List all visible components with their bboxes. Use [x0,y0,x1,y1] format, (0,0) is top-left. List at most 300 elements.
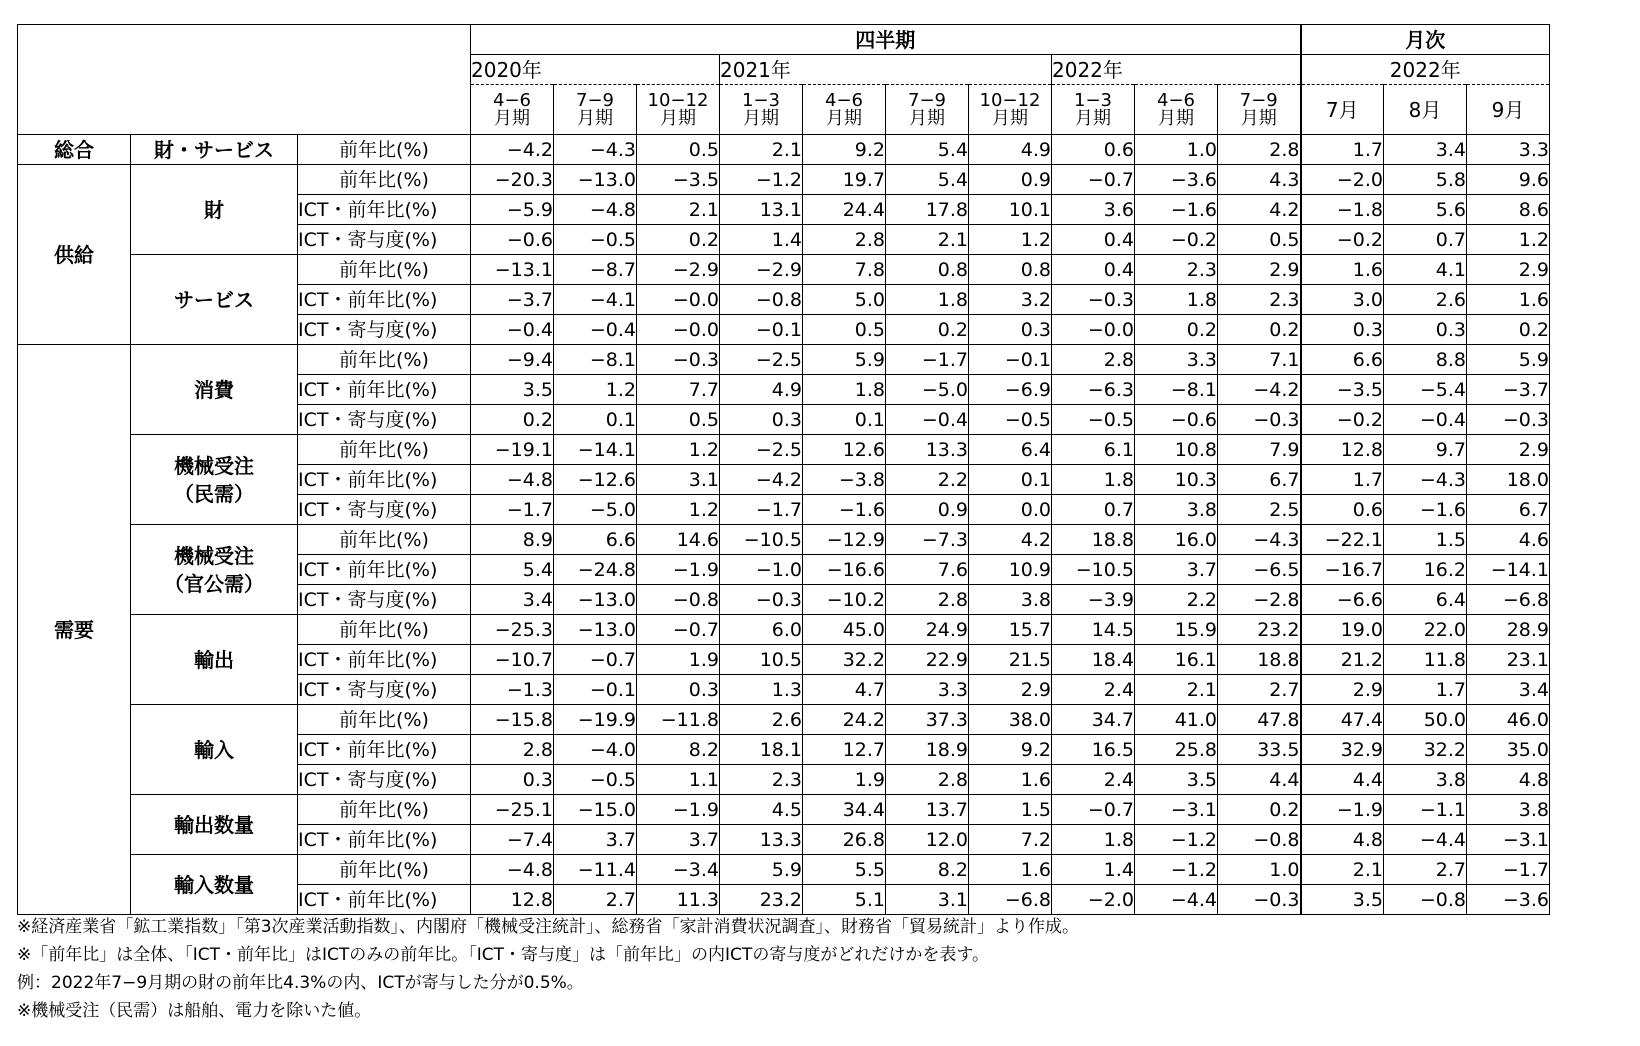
value-cell: 1.6 [1467,285,1550,315]
value-cell: 3.4 [1384,135,1467,165]
value-cell: 25.8 [1135,735,1218,765]
value-cell: 8.6 [1467,195,1550,225]
value-cell: 5.4 [886,165,969,195]
category-cell: 需要 [18,345,131,915]
monthly-header: 月次 [1301,25,1550,55]
value-cell: −12.9 [803,525,886,555]
value-cell: 14.5 [1052,615,1135,645]
metric-label: 前年比(%) [298,615,471,645]
value-cell: 47.8 [1218,705,1301,735]
value-cell: −6.3 [1052,375,1135,405]
value-cell: 6.7 [1467,495,1550,525]
value-cell: −8.1 [1135,375,1218,405]
value-cell: 5.0 [803,285,886,315]
value-cell: −9.4 [471,345,554,375]
value-cell: 1.0 [1135,135,1218,165]
metric-label: ICT・寄与度(%) [298,405,471,435]
quarter-header [1135,85,1218,135]
metric-label: ICT・寄与度(%) [298,585,471,615]
value-cell: −0.3 [637,345,720,375]
value-cell: −2.9 [720,255,803,285]
table-row [18,795,1550,825]
value-cell: 18.8 [1052,525,1135,555]
value-cell: −3.9 [1052,585,1135,615]
value-cell: 1.8 [886,285,969,315]
value-cell: 6.0 [720,615,803,645]
value-cell: −1.2 [720,165,803,195]
metric-label: 前年比(%) [298,855,471,885]
value-cell: 0.3 [471,765,554,795]
value-cell: −4.8 [471,855,554,885]
metric-label: ICT・前年比(%) [298,375,471,405]
value-cell: −1.2 [1135,825,1218,855]
value-cell: 0.3 [1301,315,1384,345]
value-cell: 38.0 [969,705,1052,735]
value-cell: 1.6 [1301,255,1384,285]
value-cell: −0.8 [720,285,803,315]
month-header: 9月 [1467,85,1550,135]
value-cell: 34.4 [803,795,886,825]
value-cell: 9.2 [969,735,1052,765]
value-cell: 23.2 [720,885,803,915]
value-cell: −1.6 [803,495,886,525]
table-corner [18,25,471,135]
value-cell: 0.1 [554,405,637,435]
value-cell: −11.8 [637,705,720,735]
value-cell: −13.0 [554,615,637,645]
quarter-period-label: 月期 [660,107,696,129]
value-cell: 3.8 [1467,795,1550,825]
value-cell: 45.0 [803,615,886,645]
value-cell: −15.8 [471,705,554,735]
value-cell: −4.3 [1218,525,1301,555]
value-cell: −4.8 [554,195,637,225]
value-cell: −14.1 [1467,555,1550,585]
metric-label: 前年比(%) [298,255,471,285]
value-cell: 4.7 [803,675,886,705]
value-cell: −19.1 [471,435,554,465]
value-cell: 2.3 [720,765,803,795]
value-cell: 2.3 [1135,255,1218,285]
value-cell: 0.5 [803,315,886,345]
table-row [18,165,1550,195]
metric-label: 前年比(%) [298,525,471,555]
value-cell: −4.0 [554,735,637,765]
value-cell: −13.0 [554,165,637,195]
value-cell: 3.3 [886,675,969,705]
value-cell: 0.1 [803,405,886,435]
value-cell: 2.8 [1218,135,1301,165]
value-cell: 1.8 [803,375,886,405]
value-cell: 0.9 [886,495,969,525]
value-cell: −0.5 [554,225,637,255]
value-cell: 1.6 [969,765,1052,795]
metric-label: 前年比(%) [298,795,471,825]
value-cell: −0.0 [1052,315,1135,345]
value-cell: −0.1 [969,345,1052,375]
value-cell: −19.9 [554,705,637,735]
value-cell: −0.2 [1301,225,1384,255]
value-cell: 2.9 [1218,255,1301,285]
table-row [18,705,1550,735]
value-cell: 2.1 [886,225,969,255]
value-cell: −1.3 [471,675,554,705]
quarter-months-label: 10−12 [647,89,709,111]
value-cell: 1.4 [720,225,803,255]
quarter-header [637,85,720,135]
subcategory-cell: サービス [131,255,298,345]
value-cell: −1.9 [637,555,720,585]
value-cell: −2.0 [1301,165,1384,195]
value-cell: 0.7 [1384,225,1467,255]
value-cell: −1.6 [1135,195,1218,225]
value-cell: −6.9 [969,375,1052,405]
value-cell: −2.9 [637,255,720,285]
value-cell: 5.1 [803,885,886,915]
metric-label: ICT・寄与度(%) [298,225,471,255]
value-cell: −0.5 [969,405,1052,435]
value-cell: −6.5 [1218,555,1301,585]
value-cell: 1.6 [969,855,1052,885]
value-cell: 0.5 [1218,225,1301,255]
footnote-example: 例：2022年7−9月期の財の前年比4.3%の内、ICTが寄与した分が0.5%。 [17,973,584,993]
value-cell: −0.7 [1052,165,1135,195]
metric-label: ICT・前年比(%) [298,735,471,765]
value-cell: 2.9 [1467,255,1550,285]
value-cell: −24.8 [554,555,637,585]
value-cell: 1.7 [1301,465,1384,495]
value-cell: 2.7 [1384,855,1467,885]
value-cell: 5.9 [1467,345,1550,375]
value-cell: 0.2 [1135,315,1218,345]
table-row [18,255,1550,285]
year-header-2020: 2020年 [471,55,720,85]
value-cell: 0.6 [1301,495,1384,525]
value-cell: 47.4 [1301,705,1384,735]
value-cell: −0.0 [637,315,720,345]
value-cell: −1.9 [1301,795,1384,825]
value-cell: −3.5 [1301,375,1384,405]
value-cell: 4.9 [720,375,803,405]
value-cell: 1.7 [1384,675,1467,705]
value-cell: −12.6 [554,465,637,495]
quarter-months-label: 4−6 [1157,89,1195,111]
value-cell: 41.0 [1135,705,1218,735]
value-cell: 10.1 [969,195,1052,225]
value-cell: −20.3 [471,165,554,195]
ict-statistics-table [17,24,1550,915]
value-cell: −10.2 [803,585,886,615]
month-header: 8月 [1384,85,1467,135]
value-cell: 6.1 [1052,435,1135,465]
value-cell: 4.6 [1467,525,1550,555]
value-cell: 0.2 [886,315,969,345]
value-cell: −0.3 [1218,405,1301,435]
value-cell: −16.7 [1301,555,1384,585]
value-cell: −13.1 [471,255,554,285]
quarter-period-label: 月期 [1075,107,1111,129]
value-cell: 11.3 [637,885,720,915]
value-cell: −1.9 [637,795,720,825]
value-cell: −10.7 [471,645,554,675]
subcategory-cell: 財・サービス [131,135,298,165]
quarter-months-label: 4−6 [493,89,531,111]
value-cell: 4.2 [1218,195,1301,225]
value-cell: 16.5 [1052,735,1135,765]
value-cell: 0.2 [1467,315,1550,345]
quarter-header [803,85,886,135]
value-cell: −4.8 [471,465,554,495]
value-cell: −5.4 [1384,375,1467,405]
value-cell: 6.4 [1384,585,1467,615]
value-cell: −0.7 [554,645,637,675]
value-cell: 13.3 [886,435,969,465]
metric-label: 前年比(%) [298,135,471,165]
month-header: 7月 [1301,85,1384,135]
value-cell: 12.7 [803,735,886,765]
value-cell: 2.9 [1301,675,1384,705]
value-cell: 0.2 [637,225,720,255]
quarter-header [471,85,554,135]
value-cell: 32.9 [1301,735,1384,765]
value-cell: 4.9 [969,135,1052,165]
quarter-period-label: 月期 [1240,107,1277,129]
quarter-header [720,85,803,135]
value-cell: 2.1 [1135,675,1218,705]
value-cell: −6.6 [1301,585,1384,615]
value-cell: 4.5 [720,795,803,825]
value-cell: 0.3 [969,315,1052,345]
value-cell: 6.4 [969,435,1052,465]
quarter-period-label: 月期 [1158,107,1194,129]
quarter-period-label: 月期 [743,107,779,129]
value-cell: −15.0 [554,795,637,825]
value-cell: 0.9 [969,165,1052,195]
subcategory-cell: 輸出 [131,615,298,705]
value-cell: 0.4 [1052,255,1135,285]
value-cell: 23.1 [1467,645,1550,675]
quarter-header [886,85,969,135]
value-cell: 5.8 [1384,165,1467,195]
value-cell: 3.3 [1467,135,1550,165]
value-cell: 0.4 [1052,225,1135,255]
value-cell: 1.2 [637,495,720,525]
value-cell: 2.8 [886,585,969,615]
value-cell: −4.1 [554,285,637,315]
monthly-year-header: 2022年 [1301,55,1550,85]
value-cell: −4.4 [1135,885,1218,915]
value-cell: 4.4 [1218,765,1301,795]
subcategory-cell: 消費 [131,345,298,435]
value-cell: 12.8 [471,885,554,915]
metric-label: 前年比(%) [298,165,471,195]
metric-label: ICT・前年比(%) [298,885,471,915]
value-cell: −0.3 [1467,405,1550,435]
quarter-period-label: 月期 [909,107,945,129]
value-cell: −2.0 [1052,885,1135,915]
footnote-definition: ※「前年比」は全体、「ICT・前年比」はICTのみの前年比。「ICT・寄与度」は「前年比」の内ICTの寄与度がどれだけかを表す。 [17,945,989,965]
value-cell: 0.2 [1218,315,1301,345]
value-cell: −25.3 [471,615,554,645]
table-row [18,525,1550,555]
year-header-2022: 2022年 [1052,55,1301,85]
value-cell: 2.8 [803,225,886,255]
value-cell: −3.5 [637,165,720,195]
value-cell: 2.4 [1052,675,1135,705]
value-cell: 3.8 [1135,495,1218,525]
value-cell: 2.9 [969,675,1052,705]
metric-label: ICT・寄与度(%) [298,495,471,525]
value-cell: 0.3 [720,405,803,435]
value-cell: 1.0 [1218,855,1301,885]
quarter-header [1218,85,1301,135]
value-cell: 24.2 [803,705,886,735]
value-cell: 16.1 [1135,645,1218,675]
value-cell: −4.2 [1218,375,1301,405]
quarter-months-label: 7−9 [576,89,614,111]
value-cell: 3.8 [1384,765,1467,795]
value-cell: 5.6 [1384,195,1467,225]
value-cell: −0.4 [471,315,554,345]
metric-label: ICT・前年比(%) [298,555,471,585]
footnotes [17,913,1079,1025]
value-cell: −3.7 [471,285,554,315]
value-cell: 1.9 [637,645,720,675]
value-cell: 10.3 [1135,465,1218,495]
metric-label: ICT・前年比(%) [298,825,471,855]
value-cell: 2.7 [554,885,637,915]
value-cell: −4.2 [471,135,554,165]
value-cell: 1.3 [720,675,803,705]
metric-label: 前年比(%) [298,435,471,465]
value-cell: −2.8 [1218,585,1301,615]
value-cell: −0.3 [1052,285,1135,315]
value-cell: 9.2 [803,135,886,165]
value-cell: 0.3 [637,675,720,705]
value-cell: −1.7 [471,495,554,525]
value-cell: 18.1 [720,735,803,765]
value-cell: 7.8 [803,255,886,285]
quarter-months-label: 1−3 [1074,89,1112,111]
value-cell: 28.9 [1467,615,1550,645]
subcategory-line: 機械受注 [174,453,254,478]
value-cell: −0.8 [1218,825,1301,855]
value-cell: 24.4 [803,195,886,225]
value-cell: 24.9 [886,615,969,645]
subcategory-cell: 財 [131,165,298,255]
value-cell: 3.6 [1052,195,1135,225]
value-cell: 0.3 [1384,315,1467,345]
value-cell: 0.2 [1218,795,1301,825]
value-cell: −6.8 [969,885,1052,915]
value-cell: 16.2 [1384,555,1467,585]
value-cell: −0.3 [1218,885,1301,915]
value-cell: 3.5 [471,375,554,405]
quarter-period-label: 月期 [577,107,613,129]
value-cell: 1.2 [554,375,637,405]
value-cell: −5.0 [886,375,969,405]
metric-label: ICT・寄与度(%) [298,765,471,795]
value-cell: −0.8 [637,585,720,615]
footnote-machinery: ※機械受注（民需）は船舶、電力を除いた値。 [17,1001,372,1021]
footnote-source: ※経済産業省「鉱工業指数」「第3次産業活動指数」、内閣府「機械受注統計」、総務省「家計消費状況調査」、財務省「貿易統計」より作成。 [17,917,1080,937]
value-cell: −7.3 [886,525,969,555]
value-cell: 3.5 [1135,765,1218,795]
value-cell: 6.6 [1301,345,1384,375]
value-cell: −1.7 [886,345,969,375]
value-cell: 16.0 [1135,525,1218,555]
value-cell: −4.2 [720,465,803,495]
metric-label: ICT・寄与度(%) [298,675,471,705]
value-cell: −0.1 [554,675,637,705]
value-cell: −5.0 [554,495,637,525]
quarter-months-label: 7−9 [1239,89,1278,111]
value-cell: 3.7 [637,825,720,855]
value-cell: −4.4 [1384,825,1467,855]
value-cell: 4.4 [1301,765,1384,795]
subcategory-line: 機械受注 [174,543,254,568]
year-header-2021: 2021年 [720,55,1052,85]
value-cell: −0.0 [637,285,720,315]
table-row [18,345,1550,375]
value-cell: 34.7 [1052,705,1135,735]
value-cell: 2.5 [1218,495,1301,525]
value-cell: −4.3 [554,135,637,165]
value-cell: −3.8 [803,465,886,495]
quarter-months-label: 10−12 [979,89,1041,111]
metric-label: 前年比(%) [298,705,471,735]
value-cell: −25.1 [471,795,554,825]
value-cell: 21.2 [1301,645,1384,675]
value-cell: 2.8 [471,735,554,765]
value-cell: 46.0 [1467,705,1550,735]
value-cell: 15.9 [1135,615,1218,645]
value-cell: 7.2 [969,825,1052,855]
quarter-months-label: 1−3 [742,89,780,111]
value-cell: 2.2 [886,465,969,495]
value-cell: 2.2 [1135,585,1218,615]
value-cell: 2.1 [637,195,720,225]
value-cell: −3.7 [1467,375,1550,405]
quarter-months-label: 7−9 [908,89,946,111]
value-cell: 12.0 [886,825,969,855]
category-cell: 総合 [18,135,131,165]
value-cell: −0.4 [886,405,969,435]
value-cell: 1.1 [637,765,720,795]
value-cell: 18.8 [1218,645,1301,675]
value-cell: 10.5 [720,645,803,675]
value-cell: 22.9 [886,645,969,675]
value-cell: 9.7 [1384,435,1467,465]
value-cell: −2.5 [720,435,803,465]
value-cell: 33.5 [1218,735,1301,765]
value-cell: 4.3 [1218,165,1301,195]
value-cell: 13.1 [720,195,803,225]
value-cell: 1.2 [637,435,720,465]
value-cell: −0.2 [1301,405,1384,435]
value-cell: 1.2 [969,225,1052,255]
value-cell: 32.2 [803,645,886,675]
value-cell: −3.1 [1135,795,1218,825]
value-cell: 3.4 [1467,675,1550,705]
quarter-header [554,85,637,135]
value-cell: 2.8 [886,765,969,795]
value-cell: −1.7 [1467,855,1550,885]
value-cell: 18.4 [1052,645,1135,675]
value-cell: −0.3 [720,585,803,615]
value-cell: 26.8 [803,825,886,855]
value-cell: 0.5 [637,405,720,435]
